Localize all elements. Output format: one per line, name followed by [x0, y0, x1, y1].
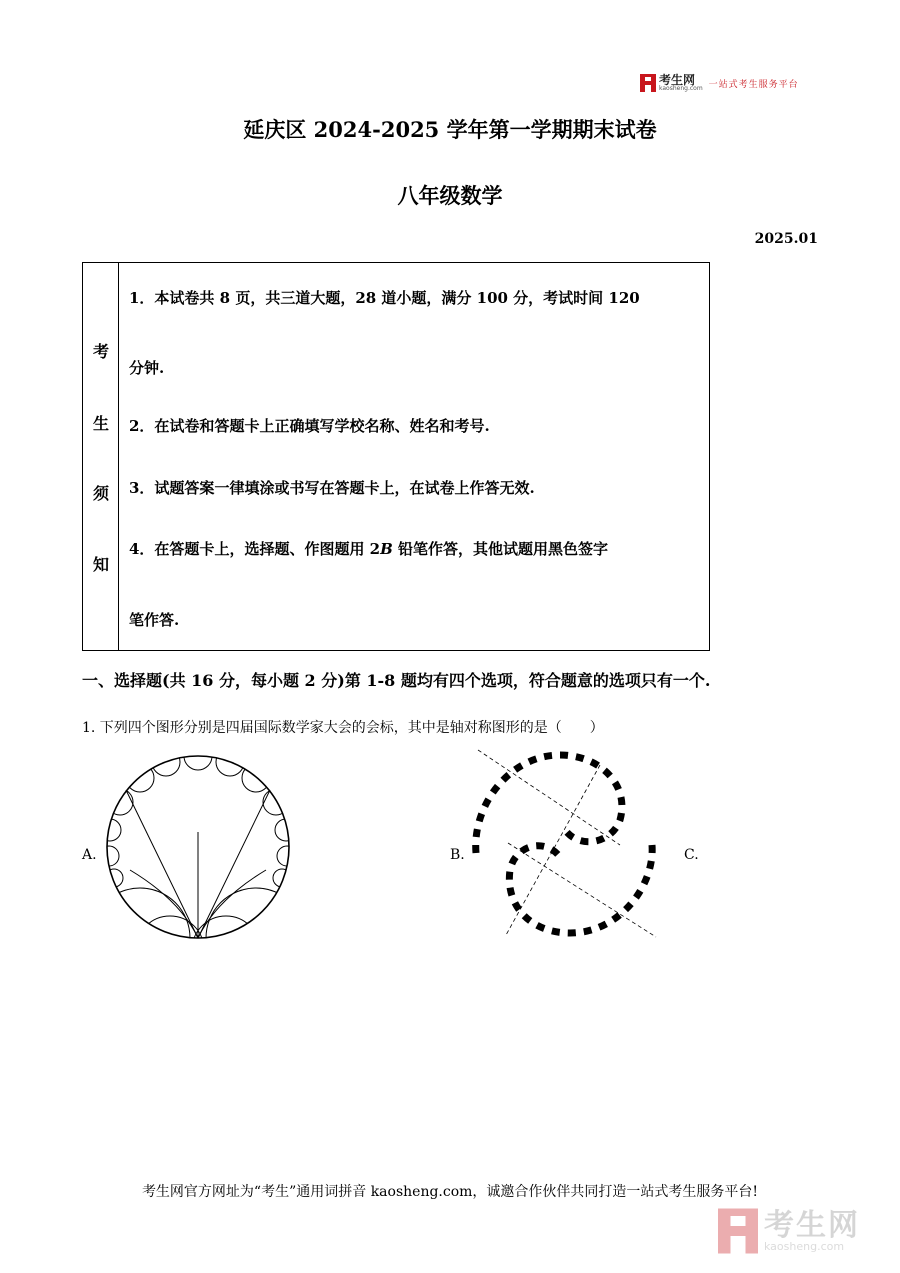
header-brand-en: kaosheng.com — [659, 85, 703, 92]
notice-side-label — [83, 263, 119, 650]
option-a-figure — [100, 750, 296, 946]
section-heading: 一、选择题(共 16 分，每小题 2 分)第 1-8 题均有四个选项，符合题意的选项只有一个. — [82, 671, 711, 690]
notice-side-char: 生 — [92, 414, 109, 433]
watermark-text — [764, 1207, 860, 1253]
notice-line: 3．试题答案一律填涂或书写在答题卡上，在试卷上作答无效. — [129, 479, 535, 497]
notice-side-char: 须 — [92, 484, 109, 503]
notice-line: 分钟. — [129, 359, 165, 377]
exam-title: 延庆区 2024-2025 学年第一学期期末试卷 — [243, 117, 657, 142]
notice-line-part: 铅笔作答，其他试题用黑色签字 — [392, 540, 609, 558]
header-brand-cn: 考生网 — [659, 73, 696, 87]
exam-subtitle: 八年级数学 — [397, 183, 503, 208]
notice-line: 笔作答. — [129, 611, 180, 629]
header-logo — [640, 72, 799, 94]
header-brand — [659, 74, 703, 92]
kaosheng-watermark-icon — [718, 1208, 758, 1254]
option-b-figure — [470, 745, 660, 941]
option-b-label: B. — [450, 847, 465, 863]
notice-side-char: 考 — [92, 342, 109, 361]
header-tagline: 一站式考生服务平台 — [708, 79, 799, 90]
exam-date: 2025.01 — [754, 231, 818, 247]
watermark-en: kaosheng.com — [764, 1239, 845, 1253]
notice-line-italic-b: B — [380, 540, 393, 558]
kaosheng-logo-icon — [640, 74, 656, 92]
option-c-label: C. — [684, 847, 699, 863]
watermark-cn: 考生网 — [764, 1207, 860, 1243]
notice-line: 1．本试卷共 8 页，共三道大题，28 道小题，满分 100 分，考试时间 120 — [129, 289, 640, 307]
notice-line: 2．在试卷和答题卡上正确填写学校名称、姓名和考号. — [129, 417, 490, 435]
question-1-text: 1. 下列四个图形分别是四届国际数学家大会的会标，其中是轴对称图形的是（ ） — [82, 720, 604, 736]
option-a-label: A. — [82, 847, 97, 863]
footer-text: 考生网官方网址为“考生”通用词拼音 kaosheng.com，诚邀合作伙伴共同打造一站式考生服务平台! — [141, 1184, 759, 1200]
notice-box — [82, 262, 710, 651]
watermark — [718, 1205, 878, 1257]
notice-line — [129, 538, 608, 559]
notice-side-char: 知 — [92, 555, 109, 574]
notice-line-part: 4．在答题卡上，选择题、作图题用 2 — [129, 540, 381, 558]
